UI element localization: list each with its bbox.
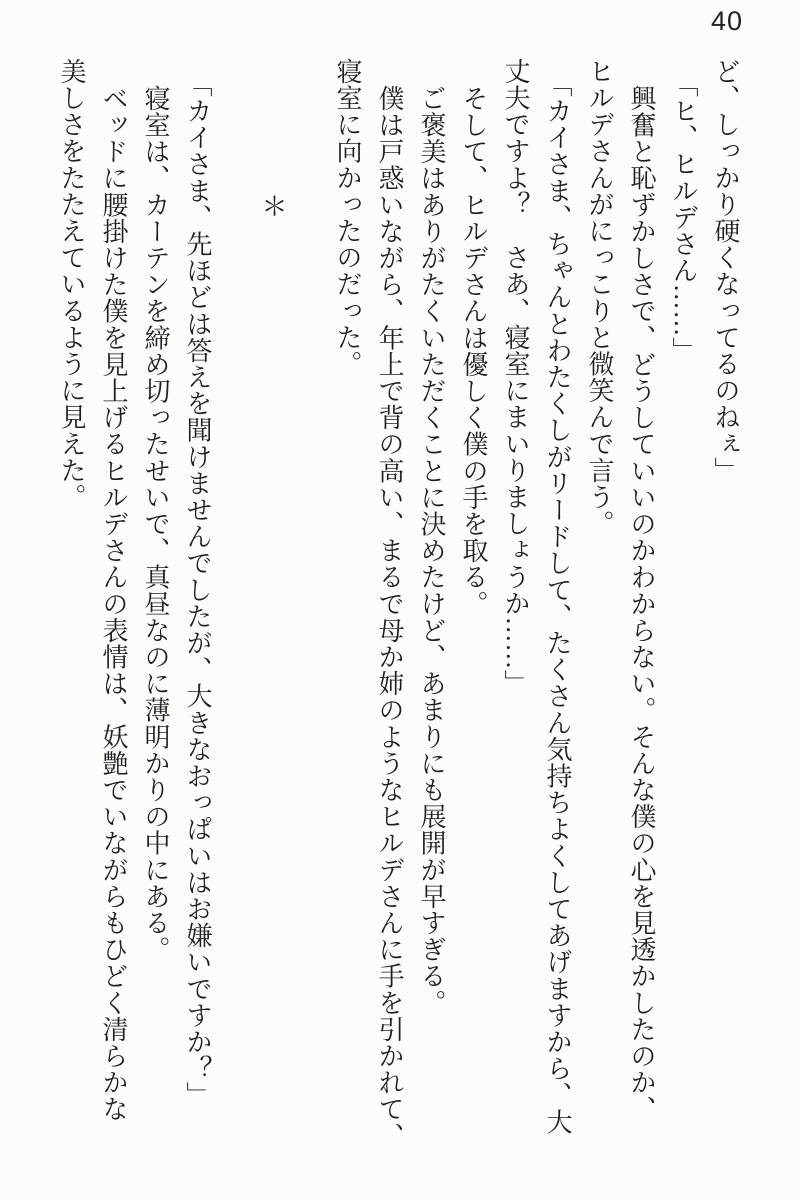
text-line: ベッドに腰掛けた僕を見上げるヒルデさんの表情は、妖艶でいながらもひどく清らかな (99, 85, 128, 1123)
text-line: 美しさをたたえているように見えた。 (57, 58, 86, 511)
text-line: ど、しっかり硬くなってるのねぇ」 (711, 58, 740, 484)
text-line: 「カイさま、ちゃんとわたくしがリードして、たくさん気持ちよくしてあげますから、大 (543, 71, 572, 1135)
text-line: 丈夫ですよ？ さあ、寝室にまいりましょうか……」 (501, 58, 530, 697)
text-line: 僕は戸惑いながら、年上で背の高い、まるで母か姉のようなヒルデさんに手を引かれて、 (375, 85, 404, 1149)
text-line: 興奮と恥ずかしさで、どうしていいのかわからない。そんな僕の心を見透かしたのか、 (627, 85, 656, 1123)
text-line: ご褒美はありがたくいただくことに決めたけど、あまりにも展開が早すぎる。 (417, 85, 446, 1016)
vertical-text-block (50, 58, 746, 1168)
text-line: 「カイさま、先ほどは答えを聞けませんでしたが、大きなおっぱいはお嫌いですか？」 (183, 71, 212, 1109)
text-line: 「ヒ、ヒルデさん……」 (669, 71, 698, 364)
text-line: そして、ヒルデさんは優しく僕の手を取る。 (459, 85, 488, 617)
text-line: 寝室は、カーテンを締め切ったせいで、真昼なのに薄明かりの中にある。 (141, 85, 170, 963)
text-line: ヒルデさんがにっこりと微笑んで言う。 (585, 58, 614, 537)
text-line: 寝室に向かったのだった。 (333, 58, 362, 378)
section-separator-asterisk: ＊ (258, 193, 287, 220)
page-number: 40 (710, 6, 743, 36)
